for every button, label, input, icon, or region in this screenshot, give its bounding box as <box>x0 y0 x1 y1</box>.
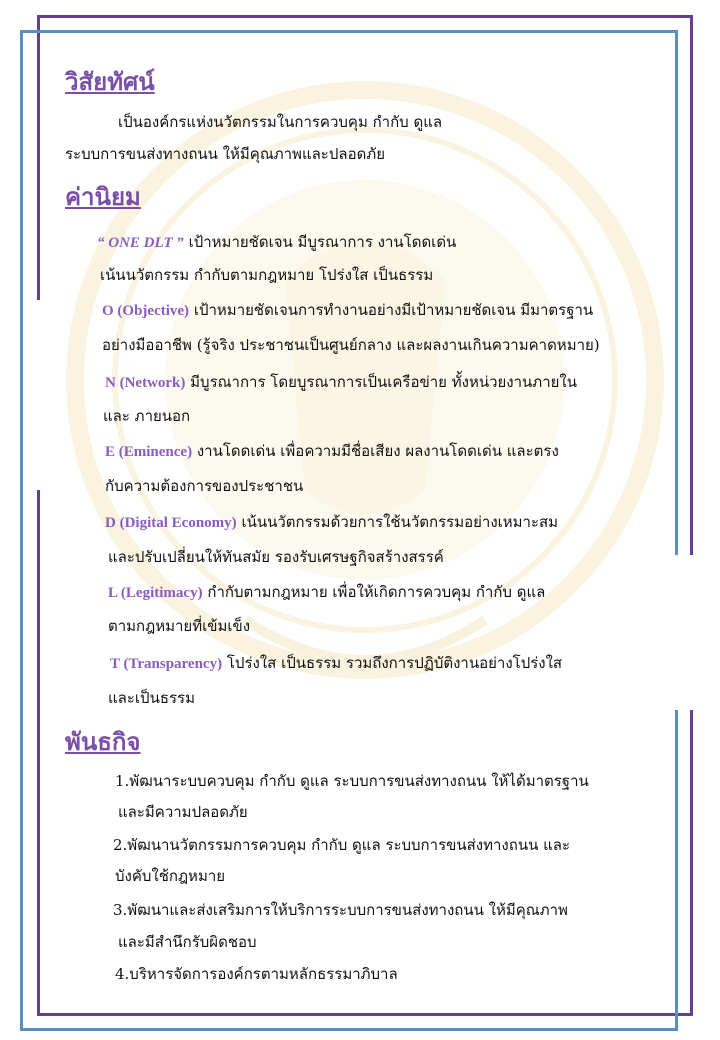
mission-item-2: 2.พัฒนานวัตกรรมการควบคุม กำกับ ดูแล ระบบการขนส่งทางถนน และ <box>113 836 571 854</box>
vision-line-1: เป็นองค์กรแห่งนวัตกรรมในการควบคุม กำกับ ดูแล <box>118 113 443 131</box>
value-item-objective <box>102 298 593 322</box>
value-text: มีบูรณาการ โดยบูรณาการเป็นเครือข่าย ทั้งหน่วยงานภายใน <box>190 373 577 391</box>
value-text: กำกับตามกฎหมาย เพื่อให้เกิดการควบคุม กำกับ ดูแล <box>207 583 546 601</box>
vision-line-2: ระบบการขนส่งทางถนน ให้มีคุณภาพและปลอดภัย <box>65 145 386 163</box>
value-item-transparency <box>110 651 562 675</box>
value-item-eminence-line-2: กับความต้องการของประชาชน <box>105 477 304 495</box>
slogan-text: “ ONE DLT ” <box>97 235 184 251</box>
slogan-description: เป้าหมายชัดเจน มีบูรณาการ งานโดดเด่น <box>188 233 457 251</box>
vision-heading: วิสัยทัศน์ <box>65 67 155 96</box>
mission-item-3: 3.พัฒนาและส่งเสริมการให้บริการระบบการขนส่งทางถนน ให้มีคุณภาพ <box>113 901 568 919</box>
value-item-network-line-2: และ ภายนอก <box>103 407 191 425</box>
values-heading: ค่านิยม <box>65 182 141 211</box>
value-key: D (Digital Economy) <box>105 515 237 531</box>
mission-item-1: 1.พัฒนาระบบควบคุม กำกับ ดูแล ระบบการขนส่งทางถนน ให้ได้มาตรฐาน <box>115 772 589 790</box>
value-item-objective-line-2: อย่างมืออาชีพ (รู้จริง ประชาชนเป็นศูนย์กลาง และผลงานเกินความคาดหมาย) <box>102 336 600 354</box>
value-item-eminence <box>105 439 559 463</box>
value-item-digital-economy <box>105 510 558 534</box>
value-key: O (Objective) <box>102 303 190 319</box>
values-slogan-line <box>97 230 456 254</box>
value-item-legitimacy <box>108 580 545 604</box>
value-item-network <box>105 370 577 394</box>
value-text: เน้นนวัตกรรมด้วยการใช้นวัตกรรมอย่างเหมาะสม <box>241 513 559 531</box>
mission-item-1-line-2: และมีความปลอดภัย <box>118 803 248 821</box>
value-key: E (Eminence) <box>105 444 193 460</box>
mission-item-4: 4.บริหารจัดการองค์กรตามหลักธรรมาภิบาล <box>115 965 398 983</box>
value-item-digital-economy-line-2: และปรับเปลี่ยนให้ทันสมัย รองรับเศรษฐกิจสร้างสรรค์ <box>108 548 444 566</box>
value-item-transparency-line-2: และเป็นธรรม <box>108 689 195 707</box>
value-text: โปร่งใส เป็นธรรม รวมถึงการปฏิบัติงานอย่างโปร่งใส <box>226 654 563 672</box>
value-key: N (Network) <box>105 375 186 391</box>
mission-heading: พันธกิจ <box>65 727 141 756</box>
mission-item-3-line-2: และมีสำนึกรับผิดชอบ <box>118 933 257 951</box>
value-key: T (Transparency) <box>110 656 223 672</box>
value-text: เป้าหมายชัดเจนการทำงานอย่างมีเป้าหมายชัดเจน มีมาตรฐาน <box>193 301 594 319</box>
value-item-legitimacy-line-2: ตามกฎหมายที่เข้มเข็ง <box>108 617 251 635</box>
values-slogan-line-2: เน้นนวัตกรรม กำกับตามกฎหมาย โปร่งใส เป็นธรรม <box>100 266 434 284</box>
value-text: งานโดดเด่น เพื่อความมีชื่อเสียง ผลงานโดดเด่น และตรง <box>196 442 559 460</box>
mission-item-2-line-2: บังคับใช้กฎหมาย <box>115 867 226 885</box>
value-key: L (Legitimacy) <box>108 585 203 601</box>
